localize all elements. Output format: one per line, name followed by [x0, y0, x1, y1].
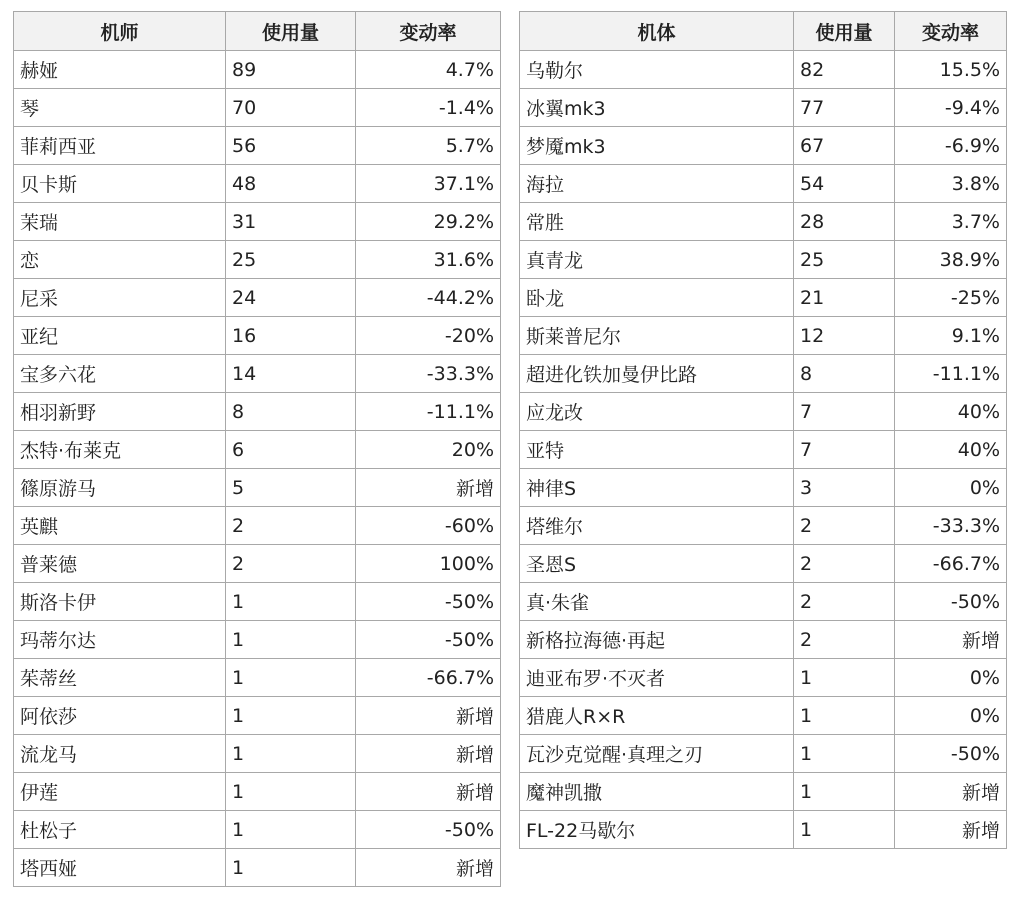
table-row [520, 355, 1007, 393]
mech-name-cell: 冰翼mk3 [520, 89, 794, 127]
usage-cell: 2 [794, 583, 895, 621]
usage-cell: 24 [226, 279, 356, 317]
table-row [520, 51, 1007, 89]
pilot-table-body [14, 51, 501, 887]
table-row [520, 431, 1007, 469]
table-row [520, 621, 1007, 659]
usage-cell: 2 [794, 507, 895, 545]
usage-cell: 7 [794, 431, 895, 469]
change-rate-cell: 9.1% [895, 317, 1007, 355]
pilot-name-cell: 玛蒂尔达 [14, 621, 226, 659]
change-rate-cell: -9.4% [895, 89, 1007, 127]
pilot-name-cell: 相羽新野 [14, 393, 226, 431]
table-row [520, 697, 1007, 735]
usage-cell: 1 [226, 849, 356, 887]
table-row [520, 165, 1007, 203]
change-rate-cell: 40% [895, 431, 1007, 469]
mech-name-cell: 亚特 [520, 431, 794, 469]
usage-cell: 14 [226, 355, 356, 393]
table-row [14, 773, 501, 811]
pilot-usage-table [13, 11, 501, 887]
change-rate-cell: -1.4% [356, 89, 501, 127]
usage-cell: 56 [226, 127, 356, 165]
pilot-name-cell: 普莱德 [14, 545, 226, 583]
pilot-name-cell: 流龙马 [14, 735, 226, 773]
pilot-name-cell: 英麒 [14, 507, 226, 545]
usage-cell: 2 [794, 621, 895, 659]
mech-name-cell: 真·朱雀 [520, 583, 794, 621]
usage-cell: 1 [794, 735, 895, 773]
table-row [14, 165, 501, 203]
usage-cell: 2 [226, 545, 356, 583]
table-row [14, 393, 501, 431]
table-row [14, 279, 501, 317]
table-row [520, 545, 1007, 583]
mech-name-cell: 斯莱普尼尔 [520, 317, 794, 355]
usage-cell: 1 [226, 811, 356, 849]
usage-cell: 70 [226, 89, 356, 127]
table-row [14, 545, 501, 583]
usage-cell: 7 [794, 393, 895, 431]
table-row [14, 203, 501, 241]
usage-cell: 31 [226, 203, 356, 241]
mech-name-cell: 常胜 [520, 203, 794, 241]
usage-cell: 48 [226, 165, 356, 203]
change-rate-cell: -11.1% [895, 355, 1007, 393]
pilot-name-cell: 塔西娅 [14, 849, 226, 887]
change-rate-cell: -50% [895, 735, 1007, 773]
column-header-change-rate: 变动率 [356, 12, 501, 51]
usage-cell: 1 [794, 773, 895, 811]
change-rate-cell: -50% [356, 583, 501, 621]
pilot-name-cell: 恋 [14, 241, 226, 279]
usage-cell: 2 [794, 545, 895, 583]
change-rate-cell: -66.7% [895, 545, 1007, 583]
mech-usage-table [519, 11, 1007, 849]
change-rate-cell: 37.1% [356, 165, 501, 203]
change-rate-cell: 5.7% [356, 127, 501, 165]
change-rate-cell: 3.7% [895, 203, 1007, 241]
mech-name-cell: 新格拉海德·再起 [520, 621, 794, 659]
table-row [14, 507, 501, 545]
table-row [14, 735, 501, 773]
usage-cell: 8 [794, 355, 895, 393]
table-row [520, 469, 1007, 507]
usage-cell: 1 [794, 697, 895, 735]
change-rate-cell: 20% [356, 431, 501, 469]
mech-name-cell: 神律S [520, 469, 794, 507]
column-header-change-rate: 变动率 [895, 12, 1007, 51]
usage-cell: 1 [226, 621, 356, 659]
change-rate-cell: -50% [356, 621, 501, 659]
change-rate-cell: 0% [895, 697, 1007, 735]
table-row [520, 127, 1007, 165]
change-rate-cell: -50% [895, 583, 1007, 621]
pilot-name-cell: 琴 [14, 89, 226, 127]
mech-name-cell: 真青龙 [520, 241, 794, 279]
pilot-name-cell: 宝多六花 [14, 355, 226, 393]
change-rate-cell: -6.9% [895, 127, 1007, 165]
usage-cell: 1 [226, 697, 356, 735]
usage-cell: 1 [226, 583, 356, 621]
usage-cell: 77 [794, 89, 895, 127]
mech-name-cell: 应龙改 [520, 393, 794, 431]
table-row [14, 659, 501, 697]
usage-cell: 5 [226, 469, 356, 507]
mech-name-cell: 超进化铁加曼伊比路 [520, 355, 794, 393]
mech-name-cell: 迪亚布罗·不灭者 [520, 659, 794, 697]
usage-cell: 54 [794, 165, 895, 203]
table-row [14, 849, 501, 887]
pilot-name-cell: 伊莲 [14, 773, 226, 811]
table-row [14, 51, 501, 89]
usage-cell: 2 [226, 507, 356, 545]
pilot-name-cell: 阿依莎 [14, 697, 226, 735]
table-row [520, 583, 1007, 621]
table-row [14, 355, 501, 393]
table-row [520, 773, 1007, 811]
pilot-name-cell: 尼采 [14, 279, 226, 317]
mech-name-cell: 梦魇mk3 [520, 127, 794, 165]
mech-name-cell: 乌勒尔 [520, 51, 794, 89]
change-rate-cell: -25% [895, 279, 1007, 317]
change-rate-cell: 新增 [895, 811, 1007, 849]
change-rate-cell: -60% [356, 507, 501, 545]
change-rate-cell: -11.1% [356, 393, 501, 431]
mech-name-cell: 卧龙 [520, 279, 794, 317]
table-row [520, 279, 1007, 317]
table-row [520, 89, 1007, 127]
column-header-mech: 机体 [520, 12, 794, 51]
mech-name-cell: 塔维尔 [520, 507, 794, 545]
pilot-name-cell: 斯洛卡伊 [14, 583, 226, 621]
change-rate-cell: -20% [356, 317, 501, 355]
column-header-usage: 使用量 [226, 12, 356, 51]
change-rate-cell: 40% [895, 393, 1007, 431]
column-header-usage: 使用量 [794, 12, 895, 51]
change-rate-cell: 100% [356, 545, 501, 583]
column-header-pilot: 机师 [14, 12, 226, 51]
change-rate-cell: 新增 [895, 773, 1007, 811]
header-row [520, 12, 1007, 51]
table-row [14, 469, 501, 507]
table-row [14, 89, 501, 127]
pilot-name-cell: 茱蒂丝 [14, 659, 226, 697]
change-rate-cell: -50% [356, 811, 501, 849]
change-rate-cell: 3.8% [895, 165, 1007, 203]
change-rate-cell: 新增 [356, 849, 501, 887]
usage-cell: 1 [226, 735, 356, 773]
change-rate-cell: 0% [895, 659, 1007, 697]
change-rate-cell: -33.3% [356, 355, 501, 393]
change-rate-cell: 31.6% [356, 241, 501, 279]
mech-name-cell: 猎鹿人R×R [520, 697, 794, 735]
change-rate-cell: 15.5% [895, 51, 1007, 89]
usage-cell: 12 [794, 317, 895, 355]
usage-cell: 21 [794, 279, 895, 317]
table-row [14, 811, 501, 849]
change-rate-cell: -33.3% [895, 507, 1007, 545]
table-row [14, 431, 501, 469]
table-row [14, 317, 501, 355]
mech-name-cell: 瓦沙克觉醒·真理之刃 [520, 735, 794, 773]
usage-cell: 28 [794, 203, 895, 241]
table-row [520, 507, 1007, 545]
change-rate-cell: -44.2% [356, 279, 501, 317]
pilot-name-cell: 茉瑞 [14, 203, 226, 241]
table-row [14, 697, 501, 735]
usage-cell: 67 [794, 127, 895, 165]
change-rate-cell: 29.2% [356, 203, 501, 241]
usage-cell: 25 [794, 241, 895, 279]
table-row [520, 393, 1007, 431]
usage-cell: 16 [226, 317, 356, 355]
pilot-name-cell: 贝卡斯 [14, 165, 226, 203]
table-row [520, 241, 1007, 279]
mech-name-cell: 圣恩S [520, 545, 794, 583]
table-row [14, 241, 501, 279]
change-rate-cell: -66.7% [356, 659, 501, 697]
table-row [14, 583, 501, 621]
change-rate-cell: 38.9% [895, 241, 1007, 279]
usage-cell: 1 [226, 773, 356, 811]
usage-cell: 1 [226, 659, 356, 697]
table-row [520, 659, 1007, 697]
change-rate-cell: 0% [895, 469, 1007, 507]
table-row [14, 127, 501, 165]
pilot-name-cell: 杰特·布莱克 [14, 431, 226, 469]
change-rate-cell: 4.7% [356, 51, 501, 89]
change-rate-cell: 新增 [356, 469, 501, 507]
change-rate-cell: 新增 [356, 735, 501, 773]
table-row [520, 203, 1007, 241]
change-rate-cell: 新增 [895, 621, 1007, 659]
mech-name-cell: 魔神凯撒 [520, 773, 794, 811]
mech-name-cell: FL-22马歇尔 [520, 811, 794, 849]
table-row [14, 621, 501, 659]
usage-cell: 82 [794, 51, 895, 89]
usage-cell: 3 [794, 469, 895, 507]
usage-cell: 1 [794, 811, 895, 849]
usage-cell: 89 [226, 51, 356, 89]
pilot-name-cell: 赫娅 [14, 51, 226, 89]
table-row [520, 735, 1007, 773]
pilot-name-cell: 亚纪 [14, 317, 226, 355]
mech-table-body [520, 51, 1007, 849]
usage-cell: 25 [226, 241, 356, 279]
table-row [520, 811, 1007, 849]
pilot-name-cell: 篠原游马 [14, 469, 226, 507]
mech-name-cell: 海拉 [520, 165, 794, 203]
change-rate-cell: 新增 [356, 773, 501, 811]
pilot-name-cell: 菲莉西亚 [14, 127, 226, 165]
usage-cell: 1 [794, 659, 895, 697]
change-rate-cell: 新增 [356, 697, 501, 735]
pilot-name-cell: 杜松子 [14, 811, 226, 849]
table-row [520, 317, 1007, 355]
usage-cell: 6 [226, 431, 356, 469]
usage-cell: 8 [226, 393, 356, 431]
header-row [14, 12, 501, 51]
